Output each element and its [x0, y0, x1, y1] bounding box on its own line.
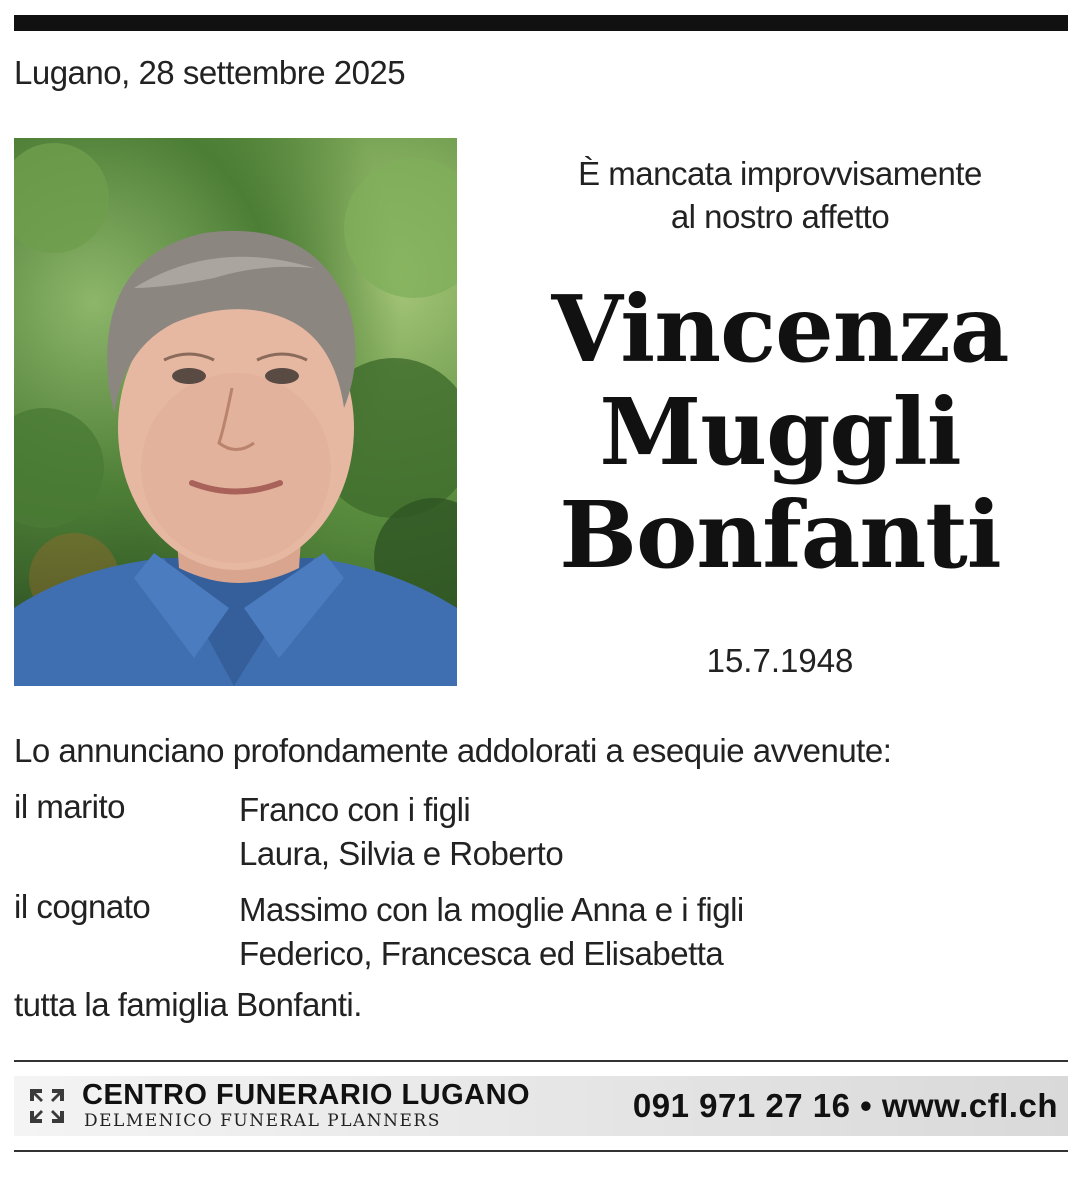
cfl-logo-icon	[26, 1085, 68, 1127]
relative-names	[239, 888, 744, 976]
closing-text: tutta la famiglia Bonfanti.	[14, 986, 362, 1023]
relative-names-line-2: Laura, Silvia e Roberto	[239, 835, 564, 872]
portrait-photo	[14, 138, 457, 686]
name-line-1: Vincenza	[551, 275, 1009, 383]
intro-line-2: al nostro affetto	[670, 198, 890, 235]
relative-relation: il marito	[14, 788, 126, 825]
relative-names-line-1: Franco con i figli	[239, 791, 471, 828]
relative-names-line-2: Federico, Francesca ed Elisabetta	[239, 935, 724, 972]
brand-name: CENTRO FUNERARIO LUGANO	[82, 1079, 531, 1111]
relative-relation: il cognato	[14, 888, 151, 925]
contact-info: 091 971 27 16 • www.cfl.ch	[632, 1087, 1058, 1124]
intro-line-1: È mancata improvvisamente	[578, 155, 982, 192]
date-line: Lugano, 28 settembre 2025	[14, 54, 406, 91]
brand-subtitle: DELMENICO FUNERAL PLANNERS	[84, 1111, 441, 1131]
footer-top-rule	[14, 1060, 1068, 1062]
announcement-text: Lo annunciano profondamente addolorati a esequie avvenute:	[14, 732, 892, 769]
relative-names	[239, 788, 563, 876]
footer-band	[14, 1076, 1068, 1136]
top-rule	[14, 15, 1068, 31]
birth-date: 15.7.1948	[706, 642, 854, 679]
deceased-name	[520, 275, 1040, 589]
name-line-2: Muggli	[599, 378, 961, 486]
relative-names-line-1: Massimo con la moglie Anna e i figli	[239, 891, 744, 928]
footer-bottom-rule	[14, 1150, 1068, 1152]
name-line-3: Bonfanti	[559, 481, 1001, 589]
intro-text	[520, 152, 1040, 238]
